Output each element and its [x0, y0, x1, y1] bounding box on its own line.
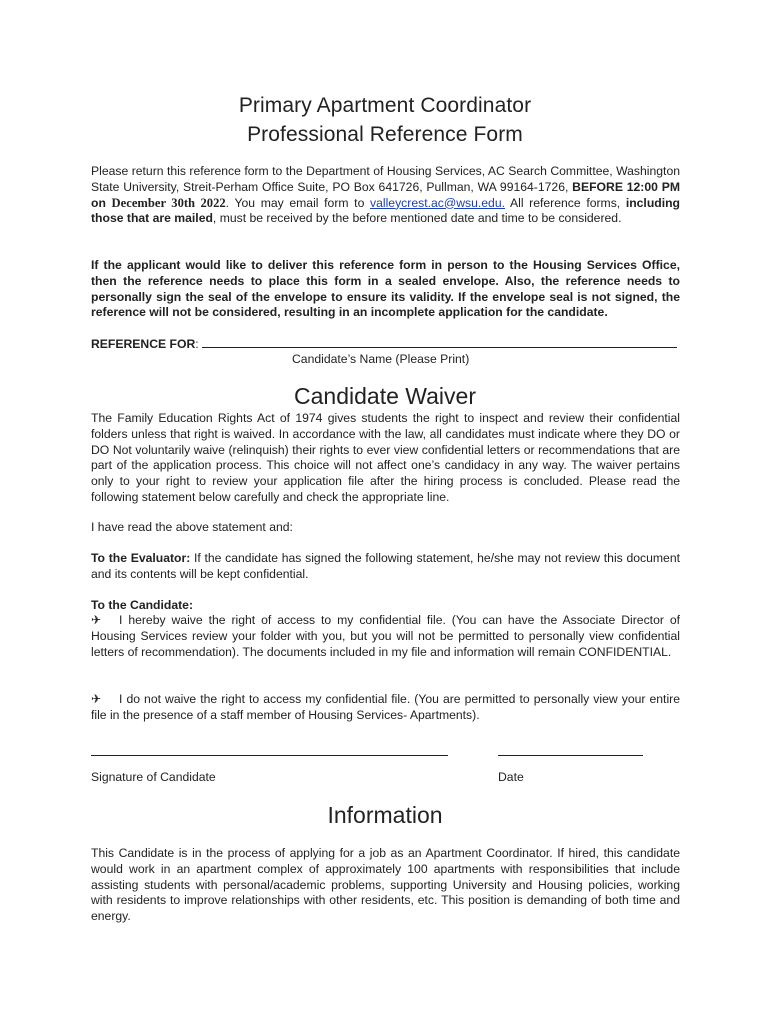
candidate-name-line[interactable] [202, 336, 677, 348]
form-title-line1: Primary Apartment Coordinator [238, 94, 532, 117]
intro-text-3: All reference forms, [505, 195, 626, 210]
information-body: This Candidate is in the process of applying for a job as an Apartment Coordinator. If hired, this candidate would work in an apartment complex of approximately 100 apartments with responsibilities that include assisting students with personal/academic problems, supporting University and Housing policies, working with residents to improve relationships with other residents, etc. This position is demanding of both time and energy. [91, 846, 680, 924]
reference-for-row: REFERENCE FOR: [91, 336, 677, 351]
signature-label: Signature of Candidate [91, 770, 216, 784]
form-title-line2: Professional Reference Form [247, 123, 523, 146]
intro-text-4: , must be received by the before mentioned date and time to be considered. [212, 211, 622, 226]
candidate-label: To the Candidate: [91, 598, 194, 612]
mailed-emphasis: including those that are mailed [91, 195, 680, 226]
plane-bullet-icon[interactable]: ✈ [91, 692, 102, 706]
waiver-heading: Candidate Waiver [294, 383, 476, 409]
deadline-date: December 30th 2022 [111, 195, 226, 210]
no-waive-option-text: I do not waive the right to access my confidential file. (You are permitted to personally view your entire file in the presence of a staff member of Housing Services- Apartments). [91, 692, 680, 722]
plane-bullet-icon[interactable]: ✈ [91, 613, 102, 627]
email-link[interactable]: valleycrest.ac@wsu.edu. [370, 195, 505, 210]
signature-line[interactable] [91, 755, 448, 756]
evaluator-label: To the Evaluator: [91, 551, 191, 565]
date-line[interactable] [498, 755, 643, 756]
waiver-body: The Family Education Rights Act of 1974 gives students the right to inspect and review their confidential folders unless that right is waived. In accordance with the law, all candidates must indicate where they DO or DO Not voluntarily waive (relinquish) their rights to ever view confidential letters or recommendations that are part of the application process. This choice will not affect one’s candidacy in any way. The waiver pertains only to your right to review your application file after the hiring process is concluded. Please read the following statement below carefully and check the appropriate line. [91, 411, 680, 504]
reference-for-label: REFERENCE FOR [91, 337, 196, 351]
waive-option-text: I hereby waive the right of access to my confidential file. (You can have the Associate Director of Housing Services review your folder with you, but you will not be permitted to personally view confidential letters of recommendation). The documents included in my file and information will remain CONFIDENTIAL. [91, 613, 680, 659]
evaluator-paragraph [91, 551, 680, 583]
candidate-name-caption: Candidate’s Name (Please Print) [292, 352, 470, 366]
intro-text-2: . You may email form to [225, 195, 371, 210]
delivery-notice: If the applicant would like to deliver this reference form in person to the Housing Services Office, then the reference needs to place this form in a sealed envelope. Also, the reference needs to personally sign the seal of the envelope to ensure its validity. If the envelope seal is not signed, the reference will not be considered, resulting in an incomplete application for the candidate. [91, 258, 680, 320]
intro-paragraph [91, 164, 680, 227]
evaluator-text: If the candidate has signed the following statement, he/she may not review this document and its contents will be kept confidential. [91, 551, 680, 581]
waive-option[interactable] [91, 613, 680, 660]
read-statement: I have read the above statement and: [91, 520, 293, 534]
date-label: Date [498, 770, 524, 784]
no-waive-option[interactable] [91, 692, 680, 724]
information-heading: Information [327, 802, 443, 828]
intro-text-1: Please return this reference form to the Department of Housing Services, AC Search Committee, Washington State University, Streit-Perham Office Suite, PO Box 641726, Pullman, WA 99164-1726, [91, 164, 680, 194]
deadline-time: BEFORE 12:00 PM on [91, 179, 680, 210]
